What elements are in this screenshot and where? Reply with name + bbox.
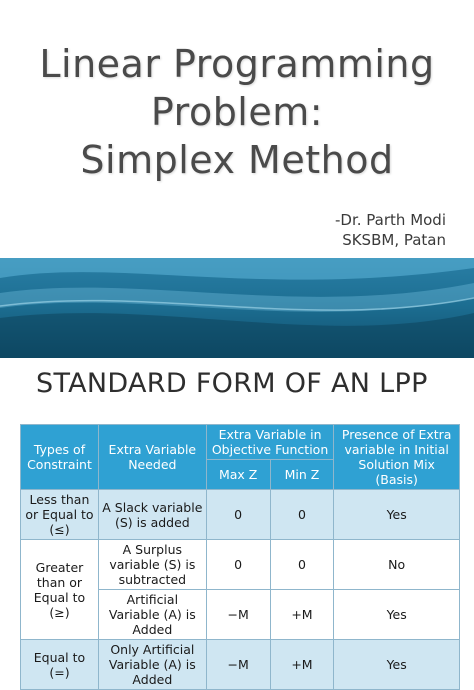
cell-presence: Yes <box>334 590 460 640</box>
cell-presence: No <box>334 540 460 590</box>
decorative-wave-band <box>0 258 474 358</box>
title-line-1: Linear Programming <box>39 42 435 86</box>
header-objective: Extra Variable in Objective Function <box>206 425 334 460</box>
cell-presence: Yes <box>334 490 460 540</box>
table-row <box>21 490 460 540</box>
slide-heading: STANDARD FORM OF AN LPP <box>36 368 428 399</box>
table-row <box>21 540 460 590</box>
cell-max-z: 0 <box>206 490 270 540</box>
slide-title <box>0 40 474 184</box>
cell-type: Less than or Equal to (≤) <box>21 490 99 540</box>
wave-graphic <box>0 258 474 358</box>
title-slide <box>0 0 474 258</box>
header-max-z: Max Z <box>206 460 270 490</box>
cell-needed: A Surplus variable (S) is subtracted <box>98 540 206 590</box>
header-presence: Presence of Extra variable in Initial Solution Mix (Basis) <box>334 425 460 490</box>
cell-needed: A Slack variable (S) is added <box>98 490 206 540</box>
author-block <box>335 210 446 250</box>
cell-type: Equal to (=) <box>21 640 99 690</box>
author-name: -Dr. Parth Modi <box>335 211 446 229</box>
content-slide <box>0 358 474 687</box>
cell-needed: Artificial Variable (A) is Added <box>98 590 206 640</box>
header-extra-needed: Extra Variable Needed <box>98 425 206 490</box>
table-row <box>21 640 460 690</box>
cell-min-z: +M <box>270 640 334 690</box>
author-affiliation: SKSBM, Patan <box>342 231 446 249</box>
title-line-2: Problem: <box>150 90 324 134</box>
cell-needed: Only Artificial Variable (A) is Added <box>98 640 206 690</box>
cell-max-z: −M <box>206 640 270 690</box>
cell-type: Greater than or Equal to (≥) <box>21 540 99 640</box>
cell-min-z: 0 <box>270 540 334 590</box>
cell-max-z: 0 <box>206 540 270 590</box>
cell-max-z: −M <box>206 590 270 640</box>
title-line-3: Simplex Method <box>80 138 394 182</box>
cell-presence: Yes <box>334 640 460 690</box>
header-min-z: Min Z <box>270 460 334 490</box>
header-types: Types of Constraint <box>21 425 99 490</box>
cell-min-z: 0 <box>270 490 334 540</box>
cell-min-z: +M <box>270 590 334 640</box>
lpp-standard-form-table <box>20 424 460 690</box>
